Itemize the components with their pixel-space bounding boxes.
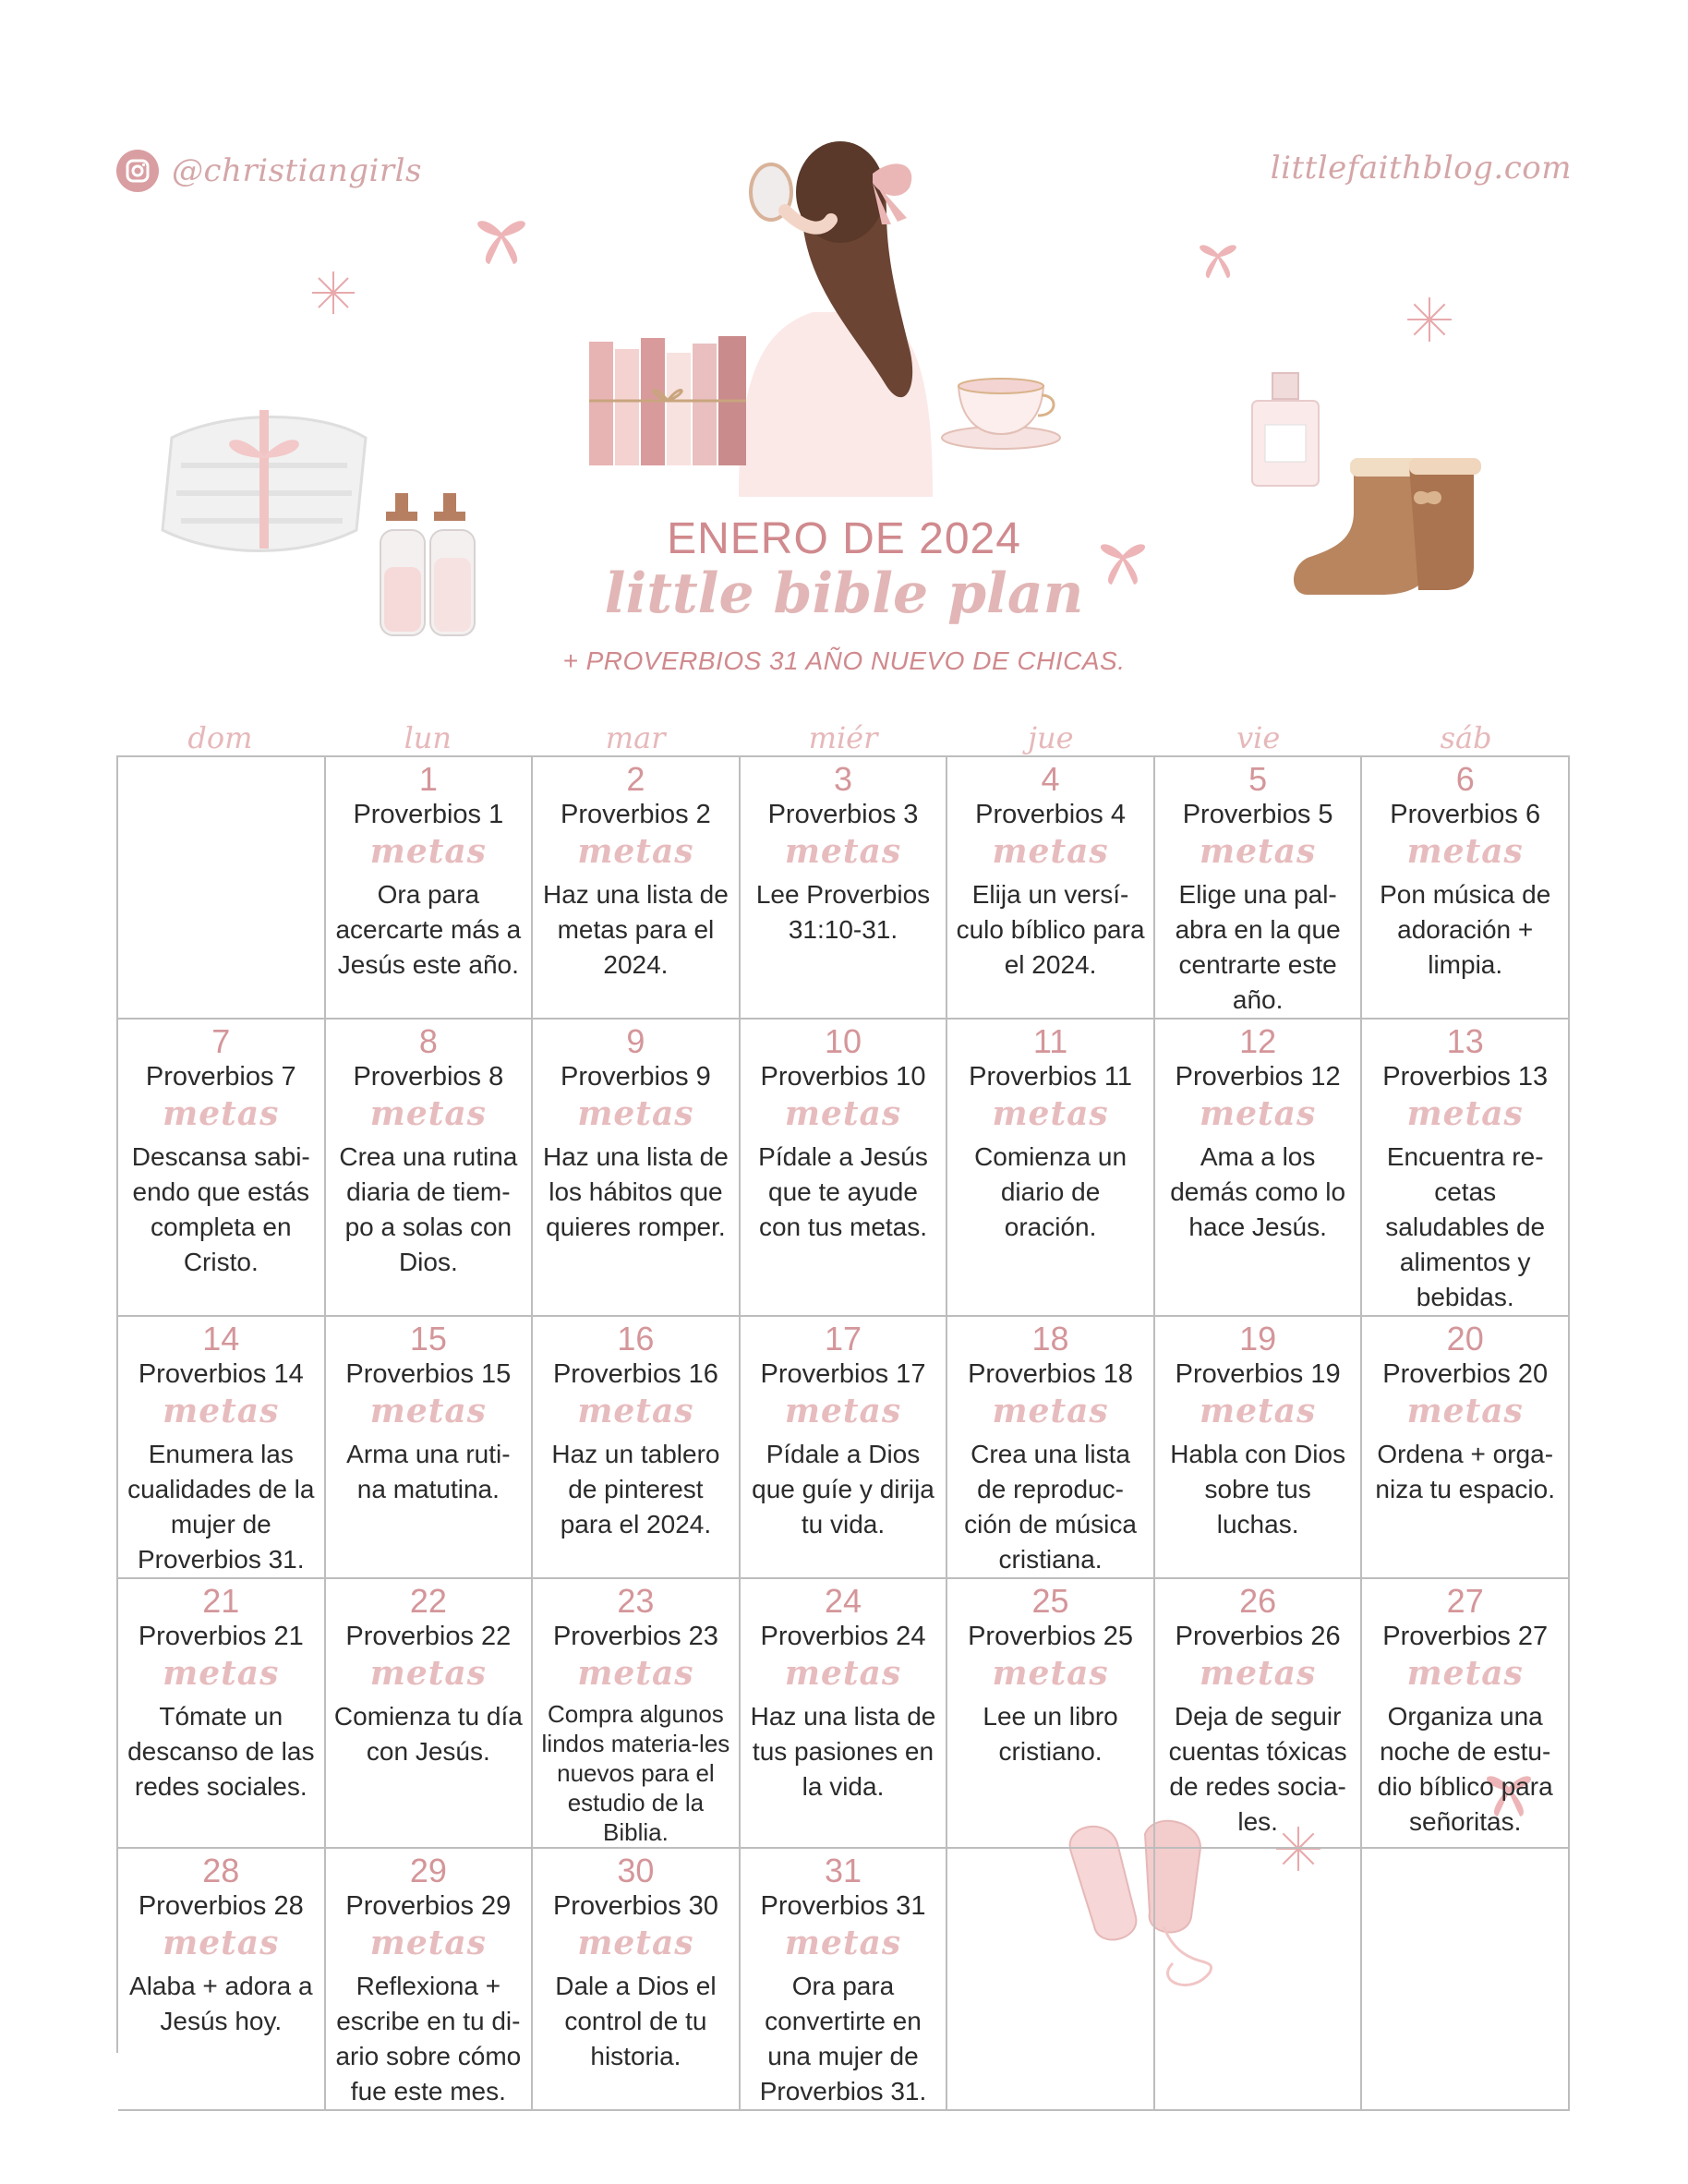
- calendar-day-cell: [1362, 757, 1570, 1020]
- day-number: 7: [211, 1022, 231, 1060]
- calendar-day-cell: [1362, 1020, 1570, 1317]
- weekday-label: vie: [1236, 720, 1281, 755]
- day-number: 22: [409, 1582, 447, 1620]
- goal-label: metas: [577, 1392, 694, 1430]
- weekday-label: dom: [187, 720, 253, 755]
- goal-label: metas: [1200, 1392, 1317, 1430]
- reading-label: Proverbios 19: [1175, 1359, 1341, 1389]
- weekday-label: miér: [808, 720, 878, 755]
- reading-label: Proverbios 28: [138, 1891, 304, 1921]
- calendar-day-cell: [947, 1579, 1155, 1849]
- day-number: 23: [617, 1582, 655, 1620]
- bow-icon: [1188, 235, 1248, 281]
- calendar-day-cell: [741, 1317, 948, 1579]
- goal-task: Crea una rutina diaria de tiem-po a solas con Dios.: [339, 1142, 518, 1276]
- goal-label: metas: [577, 1654, 694, 1693]
- day-number: 5: [1248, 760, 1268, 798]
- website-link[interactable]: littlefaithblog.com: [1270, 150, 1572, 187]
- day-number: 31: [824, 1852, 862, 1889]
- day-number: 9: [626, 1022, 645, 1060]
- calendar-day-cell: [741, 1579, 948, 1849]
- goal-task: Haz una lista de los hábitos que quieres romper.: [543, 1142, 729, 1241]
- day-number: 18: [1031, 1320, 1069, 1357]
- goal-task: Ora para convertirte en una mujer de Proverbios 31.: [759, 1972, 927, 2106]
- reading-label: Proverbios 6: [1390, 800, 1541, 829]
- goal-label: metas: [784, 1392, 902, 1430]
- day-number: 12: [1239, 1022, 1277, 1060]
- day-number: 27: [1446, 1582, 1484, 1620]
- day-number: 1: [418, 760, 438, 798]
- calendar-day-cell: [741, 1020, 948, 1317]
- day-number: 30: [617, 1852, 655, 1889]
- page-subtitle: + PROVERBIOS 31 AÑO NUEVO DE CHICAS.: [562, 646, 1126, 675]
- calendar-day-cell: [533, 1579, 741, 1849]
- calendar-day-cell: [1155, 1317, 1363, 1579]
- day-number: 15: [409, 1320, 447, 1357]
- calendar-day-cell: [326, 1579, 534, 1849]
- reading-label: Proverbios 8: [353, 1062, 504, 1092]
- reading-label: Proverbios 25: [968, 1622, 1134, 1651]
- goal-task: Haz una lista de tus pasiones en la vida.: [750, 1702, 936, 1801]
- day-number: 26: [1239, 1582, 1277, 1620]
- goal-task: Haz un tablero de pinterest para el 2024.: [551, 1440, 720, 1538]
- goal-task: Compra algunos lindos materia-les nuevos para el estudio de la Biblia.: [541, 1700, 730, 1846]
- reading-label: Proverbios 17: [760, 1359, 926, 1389]
- weekday-label: lun: [404, 720, 452, 755]
- goal-task: Ordena + orga-niza tu espacio.: [1375, 1440, 1555, 1503]
- day-number: 25: [1031, 1582, 1069, 1620]
- goal-task: Comienza tu día con Jesús.: [333, 1702, 523, 1766]
- weekday-label: jue: [1028, 720, 1074, 755]
- reading-label: Proverbios 2: [561, 800, 711, 829]
- calendar-grid: [116, 755, 1570, 2106]
- reading-label: Proverbios 31: [760, 1891, 926, 1921]
- goal-task: Pídale a Jesús que te ayude con tus metas.: [758, 1142, 928, 1241]
- teacup-illustration: [938, 373, 1064, 452]
- day-number: 8: [418, 1022, 438, 1060]
- calendar-day-cell: [326, 1020, 534, 1317]
- calendar-day-cell: [741, 1849, 948, 2111]
- goal-task: Pídale a Dios que guíe y dirija tu vida.: [752, 1440, 934, 1538]
- goal-task: Dale a Dios el control de tu historia.: [555, 1972, 717, 2070]
- reading-label: Proverbios 1: [353, 800, 504, 829]
- goal-task: Crea una lista de reproduc-ción de música cristiana.: [964, 1440, 1137, 1574]
- reading-label: Proverbios 4: [975, 800, 1126, 829]
- goal-label: metas: [1200, 832, 1317, 871]
- goal-label: metas: [577, 832, 694, 871]
- day-number: 17: [824, 1320, 862, 1357]
- calendar-day-cell: [1362, 1317, 1570, 1579]
- goal-task: Pon música de adoración + limpia.: [1380, 880, 1551, 979]
- goal-task: Comienza un diario de oración.: [974, 1142, 1127, 1241]
- calendar-day-cell: [741, 757, 948, 1020]
- reading-label: Proverbios 13: [1382, 1062, 1549, 1092]
- reading-label: Proverbios 5: [1182, 800, 1333, 829]
- plan-script-title: little bible plan: [604, 561, 1084, 626]
- reading-label: Proverbios 16: [552, 1359, 718, 1389]
- goal-task: Ora para acercarte más a Jesús este año.: [335, 880, 522, 979]
- day-number: 6: [1455, 760, 1475, 798]
- day-number: 4: [1041, 760, 1060, 798]
- goal-label: metas: [369, 1654, 487, 1693]
- instagram-handle[interactable]: [116, 150, 422, 192]
- day-number: 14: [202, 1320, 240, 1357]
- reading-label: Proverbios 15: [345, 1359, 512, 1389]
- goal-label: metas: [369, 1094, 487, 1133]
- reading-label: Proverbios 7: [145, 1062, 296, 1092]
- goal-label: metas: [163, 1094, 280, 1133]
- day-number: 2: [626, 760, 645, 798]
- calendar-day-cell: [118, 1849, 326, 2111]
- goal-label: metas: [577, 1924, 694, 1962]
- goal-label: metas: [369, 1924, 487, 1962]
- goal-label: metas: [784, 832, 902, 871]
- calendar-empty-cell: [1155, 1849, 1363, 2111]
- goal-label: metas: [163, 1392, 280, 1430]
- calendar-empty-cell: [1362, 1849, 1570, 2111]
- calendar-day-cell: [533, 1849, 741, 2111]
- day-number: 21: [202, 1582, 240, 1620]
- day-number: 13: [1446, 1022, 1484, 1060]
- calendar-day-cell: [118, 1317, 326, 1579]
- calendar-empty-cell: [118, 757, 326, 1020]
- reading-label: Proverbios 29: [345, 1891, 512, 1921]
- books-illustration: [589, 336, 755, 465]
- reading-label: Proverbios 23: [552, 1622, 718, 1651]
- goal-task: Elija un versí-culo bíblico para el 2024.: [956, 880, 1145, 979]
- weekday-header: [116, 720, 1570, 755]
- reading-label: Proverbios 27: [1382, 1622, 1549, 1651]
- goal-label: metas: [163, 1924, 280, 1962]
- calendar-day-cell: [947, 757, 1155, 1020]
- calendar-day-cell: [533, 757, 741, 1020]
- calendar-day-cell: [326, 1317, 534, 1579]
- reading-label: Proverbios 11: [969, 1062, 1132, 1092]
- goal-label: metas: [992, 1392, 1109, 1430]
- goal-label: metas: [1406, 1094, 1524, 1133]
- goal-label: metas: [992, 1654, 1109, 1693]
- goal-task: Descansa sabi-endo que estás completa en Cristo.: [131, 1142, 310, 1276]
- goal-label: metas: [784, 1654, 902, 1693]
- goal-task: Ama a los demás como lo hace Jesús.: [1170, 1142, 1346, 1241]
- goal-task: Lee un libro cristiano.: [983, 1702, 1118, 1766]
- day-number: 19: [1239, 1320, 1277, 1357]
- goal-label: metas: [369, 1392, 487, 1430]
- goal-label: metas: [784, 1924, 902, 1962]
- calendar-day-cell: [1155, 757, 1363, 1020]
- goal-label: metas: [577, 1094, 694, 1133]
- calendar-day-cell: [1155, 1020, 1363, 1317]
- goal-label: metas: [992, 1094, 1109, 1133]
- weekday-label: mar: [605, 720, 666, 755]
- calendar-day-cell: [1155, 1579, 1363, 1849]
- page-title: ENERO DE 2024: [667, 514, 1021, 563]
- goal-label: metas: [992, 832, 1109, 871]
- goal-task: Encuentra re-cetas saludables de alimentos y bebidas.: [1385, 1142, 1546, 1311]
- day-number: 24: [824, 1582, 862, 1620]
- goal-task: Lee Proverbios 31:10-31.: [755, 880, 931, 944]
- calendar-day-cell: [1362, 1579, 1570, 1849]
- reading-label: Proverbios 10: [760, 1062, 926, 1092]
- reading-label: Proverbios 9: [561, 1062, 711, 1092]
- reading-label: Proverbios 18: [968, 1359, 1134, 1389]
- goal-task: Tómate un descanso de las redes sociales.: [127, 1702, 315, 1801]
- day-number: 29: [409, 1852, 447, 1889]
- goal-task: Elige una pal-abra en la que centrarte este año.: [1175, 880, 1341, 1014]
- calendar-day-cell: [326, 757, 534, 1020]
- reading-label: Proverbios 14: [138, 1359, 304, 1389]
- calendar-day-cell: [118, 1020, 326, 1317]
- goal-label: metas: [784, 1094, 902, 1133]
- goal-label: metas: [1406, 832, 1524, 871]
- calendar-day-cell: [533, 1317, 741, 1579]
- day-number: 28: [202, 1852, 240, 1889]
- goal-task: Arma una ruti-na matutina.: [346, 1440, 511, 1503]
- calendar-day-cell: [533, 1020, 741, 1317]
- reading-label: Proverbios 22: [345, 1622, 512, 1651]
- goal-task: Deja de seguir cuentas tóxicas de redes socia-les.: [1168, 1702, 1347, 1836]
- reading-label: Proverbios 12: [1175, 1062, 1341, 1092]
- day-number: 3: [833, 760, 852, 798]
- day-number: 10: [824, 1022, 862, 1060]
- reading-label: Proverbios 21: [138, 1622, 304, 1651]
- goal-label: metas: [1200, 1654, 1317, 1693]
- goal-label: metas: [1406, 1654, 1524, 1693]
- goal-task: Haz una lista de metas para el 2024.: [543, 880, 729, 979]
- goal-label: metas: [369, 832, 487, 871]
- day-number: 16: [617, 1320, 655, 1357]
- calendar-day-cell: [947, 1317, 1155, 1579]
- goal-label: metas: [1200, 1094, 1317, 1133]
- calendar-day-cell: [118, 1579, 326, 1849]
- goal-label: metas: [163, 1654, 280, 1693]
- instagram-icon: [116, 150, 159, 192]
- snowflake-icon: [1405, 296, 1453, 344]
- reading-label: Proverbios 26: [1175, 1622, 1341, 1651]
- goal-task: Alaba + adora a Jesús hoy.: [129, 1972, 313, 2035]
- instagram-handle-text: @christiangirls: [172, 152, 422, 189]
- day-number: 11: [1032, 1022, 1068, 1060]
- calendar-day-cell: [947, 1020, 1155, 1317]
- goal-task: Habla con Dios sobre tus luchas.: [1170, 1440, 1346, 1538]
- goal-task: Organiza una noche de estu-dio bíblico para señoritas.: [1377, 1702, 1553, 1836]
- reading-label: Proverbios 30: [552, 1891, 718, 1921]
- day-number: 20: [1446, 1320, 1484, 1357]
- weekday-label: sáb: [1440, 720, 1492, 755]
- goal-task: Reflexiona + escribe en tu di-ario sobre cómo fue este mes.: [335, 1972, 522, 2106]
- reading-label: Proverbios 3: [767, 800, 919, 829]
- bow-icon: [462, 209, 541, 266]
- snowflake-icon: [310, 270, 356, 316]
- calendar-empty-cell: [947, 1849, 1155, 2111]
- goal-label: metas: [1406, 1392, 1524, 1430]
- goal-task: Enumera las cualidades de la mujer de Proverbios 31.: [127, 1440, 315, 1574]
- reading-label: Proverbios 24: [760, 1622, 926, 1651]
- calendar-day-cell: [326, 1849, 534, 2111]
- reading-label: Proverbios 20: [1382, 1359, 1549, 1389]
